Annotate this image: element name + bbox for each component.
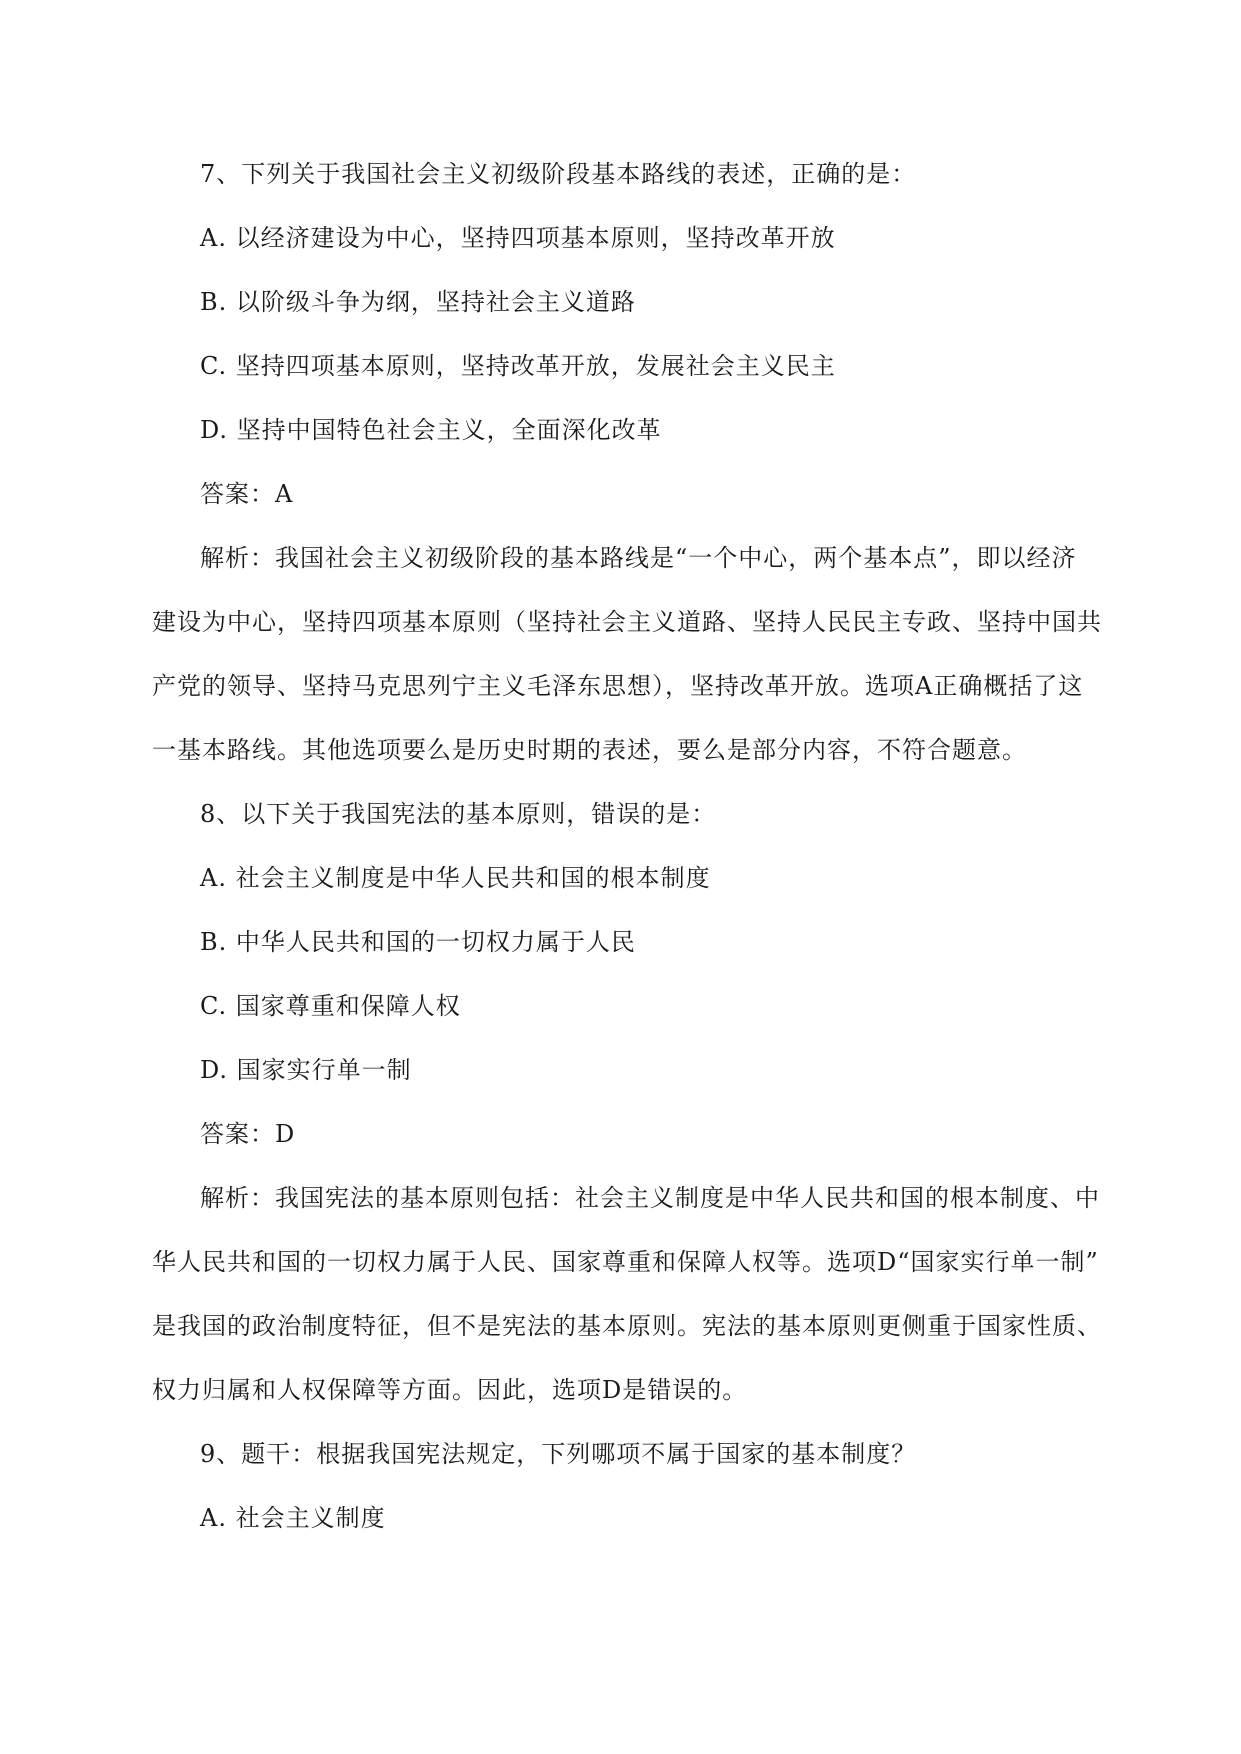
analysis-line: 建设为中心，坚持四项基本原则（坚持社会主义道路、坚持人民民主专政、坚持中国共 bbox=[152, 608, 1102, 636]
analysis-line: 解析：我国宪法的基本原则包括：社会主义制度是中华人民共和国的根本制度、中 bbox=[200, 1184, 1100, 1212]
question-7-option-c: C. 坚持四项基本原则，坚持改革开放，发展社会主义民主 bbox=[200, 352, 836, 380]
question-7-option-b: B. 以阶级斗争为纲，坚持社会主义道路 bbox=[200, 288, 636, 316]
question-9-option-a: A. 社会主义制度 bbox=[200, 1504, 386, 1532]
analysis-line: 解析：我国社会主义初级阶段的基本路线是“一个中心，两个基本点”，即以经济 bbox=[200, 544, 1077, 572]
question-8-stem: 8、以下关于我国宪法的基本原则，错误的是： bbox=[200, 800, 717, 828]
question-9 bbox=[152, 1422, 1112, 1550]
analysis-line: 权力归属和人权保障等方面。因此，选项D是错误的。 bbox=[152, 1376, 748, 1404]
analysis-line: 华人民共和国的一切权力属于人民、国家尊重和保障人权等。选项D“国家实行单一制” bbox=[152, 1248, 1099, 1276]
question-7-answer: 答案：A bbox=[200, 480, 294, 508]
question-8-option-c: C. 国家尊重和保障人权 bbox=[200, 992, 461, 1020]
question-7-option-d: D. 坚持中国特色社会主义，全面深化改革 bbox=[200, 416, 662, 444]
analysis-line: 产党的领导、坚持马克思列宁主义毛泽东思想），坚持改革开放。选项A正确概括了这 bbox=[152, 672, 1084, 700]
question-7-analysis bbox=[152, 526, 1112, 782]
question-8 bbox=[152, 782, 1112, 1422]
question-8-option-d: D. 国家实行单一制 bbox=[200, 1056, 412, 1084]
question-7 bbox=[152, 142, 1112, 782]
analysis-line: 是我国的政治制度特征，但不是宪法的基本原则。宪法的基本原则更侧重于国家性质、 bbox=[152, 1312, 1102, 1340]
question-8-option-b: B. 中华人民共和国的一切权力属于人民 bbox=[200, 928, 636, 956]
question-8-analysis bbox=[152, 1166, 1112, 1422]
question-7-option-a: A. 以经济建设为中心，坚持四项基本原则，坚持改革开放 bbox=[200, 224, 836, 252]
question-8-option-a: A. 社会主义制度是中华人民共和国的根本制度 bbox=[200, 864, 711, 892]
question-7-stem: 7、下列关于我国社会主义初级阶段基本路线的表述，正确的是： bbox=[200, 160, 917, 188]
document-content bbox=[152, 142, 1112, 1550]
question-9-stem: 9、题干：根据我国宪法规定，下列哪项不属于国家的基本制度？ bbox=[200, 1440, 917, 1468]
analysis-line: 一基本路线。其他选项要么是历史时期的表述，要么是部分内容，不符合题意。 bbox=[152, 736, 1027, 764]
question-8-answer: 答案：D bbox=[200, 1120, 296, 1148]
